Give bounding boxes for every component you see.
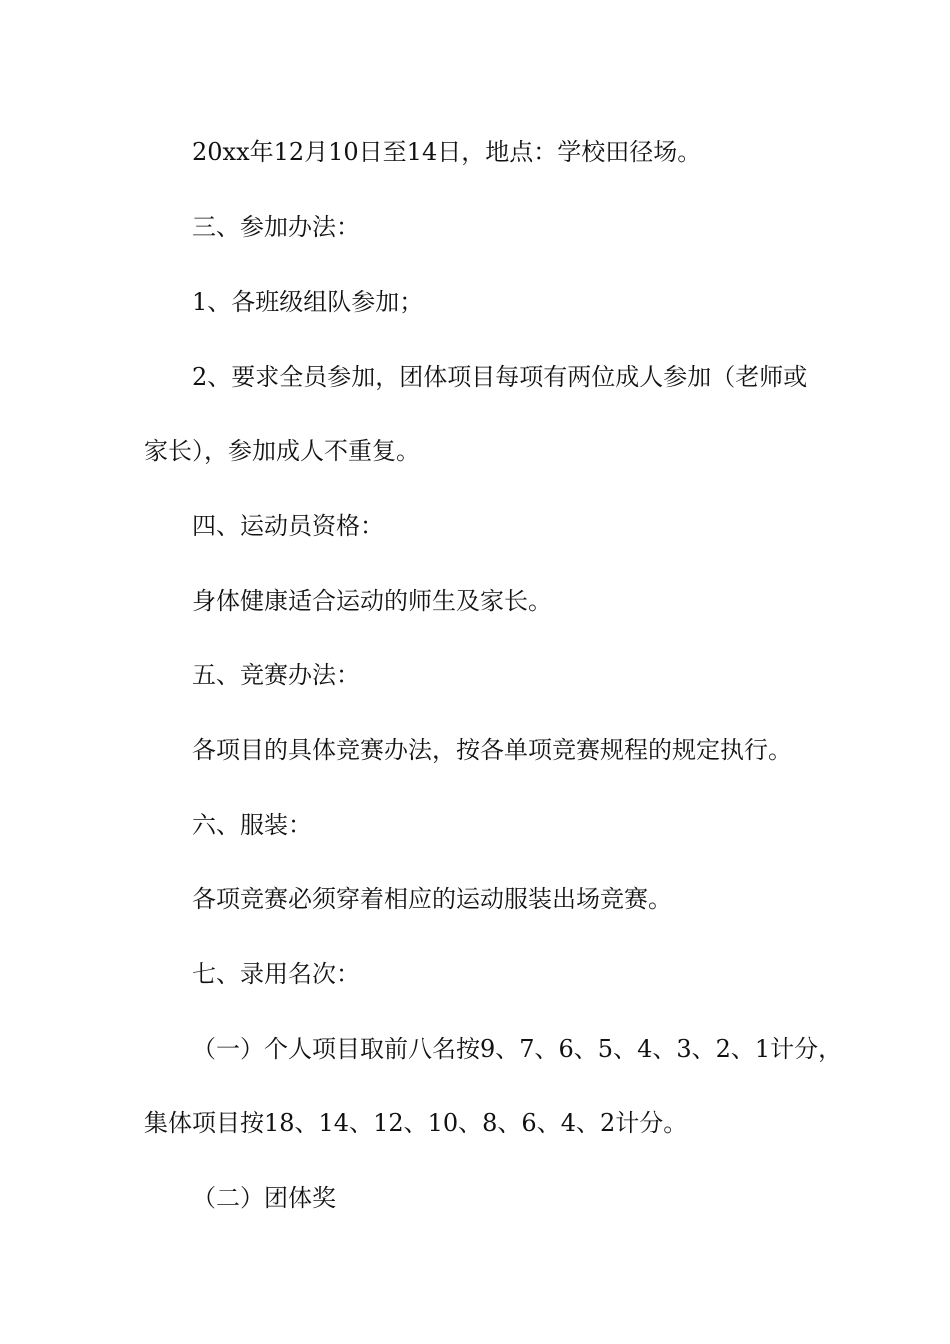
heading-ranking: 七、录用名次： <box>192 960 360 988</box>
paragraph-rule-1: 1、各班级组队参加； <box>192 288 424 316</box>
paragraph-eligibility: 身体健康适合运动的师生及家长。 <box>192 587 552 615</box>
paragraph-individual-scoring: （一）个人项目取前八名按9、7、6、5、4、3、2、1计分， <box>192 1035 843 1063</box>
heading-attire: 六、服装： <box>192 811 312 839</box>
heading-competition-method: 五、竞赛办法： <box>192 661 360 689</box>
paragraph-rule-2: 2、要求全员参加，团体项目每项有两位成人参加（老师或 <box>192 363 808 391</box>
heading-team-award: （二）团体奖 <box>192 1184 336 1212</box>
paragraph-rule-2-continued: 家长），参加成人不重复。 <box>144 437 420 465</box>
paragraph-date-location: 20xx年12月10日至14日，地点：学校田径场。 <box>192 138 702 166</box>
paragraph-team-scoring: 集体项目按18、14、12、10、8、6、4、2计分。 <box>144 1109 688 1137</box>
paragraph-competition-method: 各项目的具体竞赛办法，按各单项竞赛规程的规定执行。 <box>192 736 792 764</box>
heading-participation-method: 三、参加办法： <box>192 213 360 241</box>
paragraph-attire: 各项竞赛必须穿着相应的运动服装出场竞赛。 <box>192 885 672 913</box>
heading-athlete-eligibility: 四、运动员资格： <box>192 512 384 540</box>
